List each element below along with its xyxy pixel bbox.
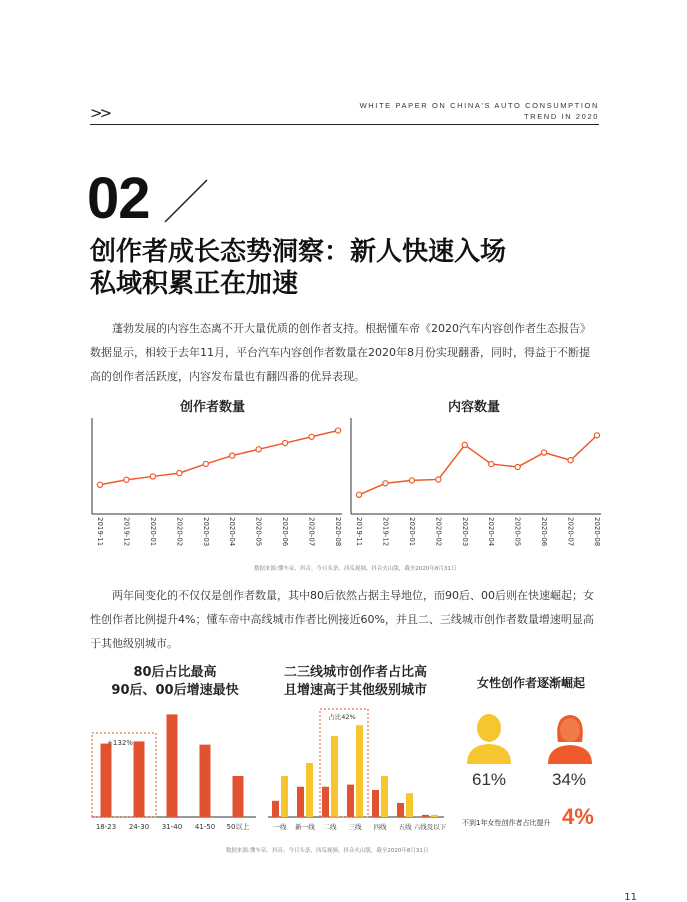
section-title [90,236,506,300]
category-label: 新一线 [295,823,315,831]
x-tick-label: 2020-01 [407,517,416,547]
female-growth-note: 不到1年女性创作者占比提升 [462,819,551,827]
female-person-icon [544,712,596,764]
bar [406,793,413,817]
age-title-line1: 80后占比最高 [133,665,217,680]
age-title-line2: 90后、00后增速最快 [111,683,239,698]
female-growth-value: 4% [562,804,594,829]
data-point [97,482,102,487]
share-annotation: 占比42% [328,713,356,721]
x-tick-label: 2020-02 [175,517,184,547]
category-label: 24-30 [128,823,150,831]
bar [281,776,288,817]
bar [422,815,429,817]
city-bar-chart [266,705,448,835]
data-point [283,440,288,445]
data-point [568,458,573,463]
bar [297,787,304,817]
x-tick-label: 2019-12 [122,517,131,547]
source-note-2: 数据来源:懂车帝、抖音、今日头条、西瓜视频、抖音火山版，截至2020年8月31日 [226,848,429,854]
bar [381,776,388,817]
x-tick-label: 2020-03 [460,517,469,547]
data-point [335,428,340,433]
title-line2: 私域积累正在加速 [90,269,299,299]
bar [322,787,329,817]
data-point [436,477,441,482]
x-tick-label: 2020-02 [434,517,443,547]
x-tick-label: 2020-03 [201,517,210,547]
data-point [489,461,494,466]
x-tick-label: 2019-12 [381,517,390,547]
bar [306,763,313,817]
bar [372,790,379,817]
x-tick-label: 2020-07 [307,517,316,547]
male-percentage: 61% [472,770,507,789]
data-point [256,447,261,452]
category-label: 41-50 [194,823,216,831]
category-label: 六线及以下 [413,823,447,831]
x-tick-label: 2020-08 [593,517,601,547]
page-number: 11 [624,892,637,902]
category-label: 50以上 [226,823,250,831]
bar [397,803,404,817]
x-tick-label: 2019-11 [355,517,363,547]
section-number: 02 [87,166,150,231]
category-label: 五线 [398,823,412,831]
x-tick-label: 2019-11 [96,517,104,547]
x-tick-label: 2020-07 [566,517,575,547]
city-title-line2: 且增速高于其他级别城市 [283,683,427,698]
bar [200,745,211,817]
age-bar-chart [88,705,260,835]
x-tick-label: 2020-06 [540,517,549,547]
bar [167,714,178,817]
data-point [203,461,208,466]
data-point [462,442,467,447]
source-note-1: 数据来源:懂车帝、抖音、今日头条、西瓜视频、抖音火山版，截至2020年8月31日 [254,566,457,572]
city-chart-title [268,664,443,700]
bar [134,741,145,817]
bar [431,815,438,817]
header-arrows: >> [90,104,110,122]
data-point [309,434,314,439]
header-divider [90,124,599,125]
male-person-icon [464,712,514,764]
data-point [383,481,388,486]
x-tick-label: 2020-05 [254,517,263,547]
female-percentage: 34% [552,770,587,789]
data-point [356,492,361,497]
data-point [124,477,129,482]
content-count-chart [349,416,605,556]
x-tick-label: 2020-04 [228,517,237,547]
chart-title-creators: 创作者数量 [180,400,246,415]
category-label: 31-40 [161,823,183,831]
data-point [515,464,520,469]
chart-title-content: 内容数量 [448,400,501,415]
x-tick-label: 2020-01 [148,517,157,547]
female-chart-title: 女性创作者逐渐崛起 [476,676,585,690]
category-label: 二线 [323,823,337,831]
x-tick-label: 2020-06 [281,517,290,547]
series-line [100,431,338,485]
title-line1: 创作者成长态势洞察：新人快速入场 [90,237,507,267]
data-point [594,433,599,438]
bar [356,725,363,817]
city-title-line1: 二三线城市创作者占比高 [283,665,427,680]
series-line [359,435,597,495]
data-point [409,478,414,483]
paragraph-2: 两年间变化的不仅仅是创作者数量，其中80后依然占据主导地位，而90后、00后则在快速崛起；女性创作者比例提升4%；懂车帝中高线城市作者比例接近60%，并且二、三线城市创作者数量增速明显高于其他级别城市。 [90,589,594,650]
paragraph-1: 蓬勃发展的内容生态离不开大量优质的创作者支持。根据懂车帝《2020汽车内容创作者生态报告》数据显示，相较于去年11月，平台汽车内容创作者数量在2020年8月份实现翻番，同时，得益于不断提高的创作者活跃度，内容发布量也有翻四番的优异表现。 [90,322,591,383]
age-chart-title [90,664,260,700]
bar [272,801,279,817]
data-point [542,450,547,455]
category-label: 18-23 [95,823,117,831]
x-tick-label: 2020-04 [487,517,496,547]
header-title [360,100,599,122]
growth-annotation: +132% [107,739,133,747]
data-point [150,474,155,479]
bar [101,744,112,817]
category-label: 三线 [348,823,362,831]
data-point [177,470,182,475]
x-tick-label: 2020-05 [513,517,522,547]
category-label: 四线 [373,823,387,831]
bar [233,776,244,817]
category-label: 一线 [273,823,287,831]
header-line1: WHITE PAPER ON CHINA'S AUTO CONSUMPTION [359,101,599,110]
header-line2: TREND IN 2020 [524,112,599,121]
slash-decoration [163,178,209,224]
bar [347,785,354,817]
x-tick-label: 2020-08 [334,517,342,547]
creator-count-chart [90,416,346,556]
data-point [230,453,235,458]
bar [331,736,338,817]
